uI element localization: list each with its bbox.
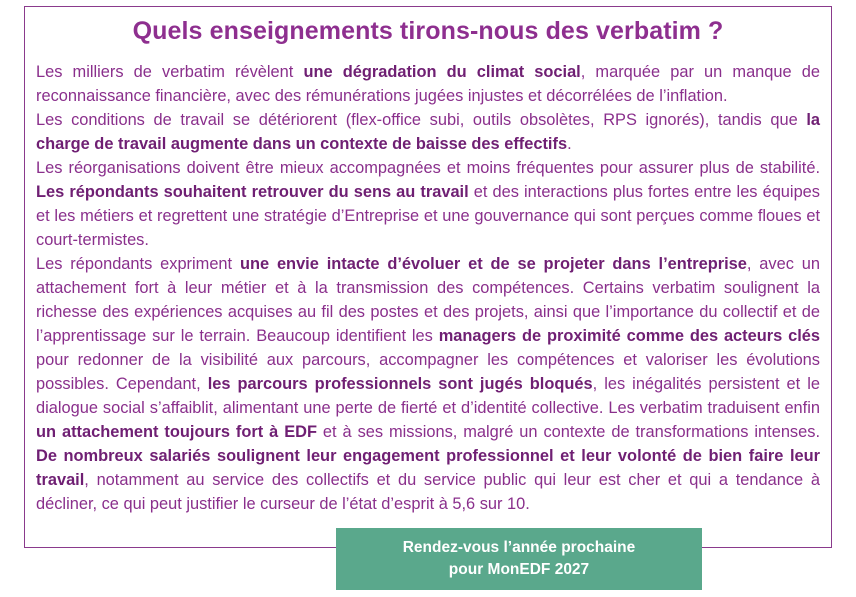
paragraph (36, 60, 820, 108)
highlight-text: la charge de travail augmente dans un contexte de baisse des effectifs (36, 111, 820, 153)
highlight-text: managers de proximité comme des acteurs clés (438, 327, 821, 345)
paragraph-text: Les conditions de travail se détériorent (flex-office subi, outils obsolètes, RPS ignorés), tandis que (36, 111, 807, 129)
highlight-text: les parcours professionnels sont jugés bloqués (207, 375, 593, 393)
paragraph (36, 108, 820, 156)
paragraph (36, 156, 820, 252)
paragraph-text: . (567, 135, 572, 153)
highlight-text: une envie intacte d’évoluer et de se projeter dans l’entreprise (239, 255, 747, 273)
paragraph-text: , marquée par un manque de reconnaissance financière, avec des rémunérations jugées injustes et décorrélées de l’inflation. (36, 63, 821, 105)
highlight-text: une dégradation du climat social (303, 63, 581, 81)
paragraph-text: , les inégalités persistent et le dialogue social s’affaiblit, alimentant une perte de fierté et d’identité collective. Les verbatim traduisent enfin (36, 375, 821, 417)
highlight-text: un attachement toujours fort à EDF (36, 423, 317, 441)
paragraph-text: pour redonner de la visibilité aux parcours, accompagner les compétences et valoriser les évolutions possibles. Cependant, (36, 351, 820, 393)
paragraph-text: Les réorganisations doivent être mieux accompagnées et moins fréquentes pour assurer plus de stabilité. (36, 159, 820, 177)
banner-line-1: Rendez-vous l’année prochaine (402, 539, 636, 556)
paragraph-text: et à ses missions, malgré un contexte de transformations intenses. (317, 423, 820, 441)
paragraph-text: , notamment au service des collectifs et du service public qui leur est cher et qui a tendance à décliner, ce qui peut justifier le curseur de l’état d’esprit à 5,6 sur 10. (36, 471, 820, 513)
banner-line-2: pour MonEDF 2027 (448, 561, 590, 578)
paragraph-text: , avec un attachement fort à leur métier et à la transmission des compétences. Certains verbatim soulignent la richesse des expériences acquises au fil des postes et des projets, ainsi que l’importance du collectif et de l’apprentissage sur le terrain. Beaucoup identifient les (36, 255, 820, 345)
paragraph (36, 252, 820, 516)
paragraph-text: et des interactions plus fortes entre les équipes et les métiers et regrettent une stratégie d’Entreprise et une gouvernance qui sont perçues comme floues et court-termistes. (36, 183, 820, 249)
rendezvous-banner (336, 528, 702, 590)
verbatim-summary-text (36, 60, 820, 516)
highlight-text: Les répondants souhaitent retrouver du sens au travail (36, 183, 469, 201)
page-title: Quels enseignements tirons-nous des verbatim ? (132, 17, 724, 45)
paragraph-text: Les milliers de verbatim révèlent (36, 63, 304, 81)
paragraph-text: Les répondants expriment (36, 255, 240, 273)
highlight-text: De nombreux salariés soulignent leur engagement professionnel et leur volonté de bien faire leur travail (36, 447, 820, 489)
